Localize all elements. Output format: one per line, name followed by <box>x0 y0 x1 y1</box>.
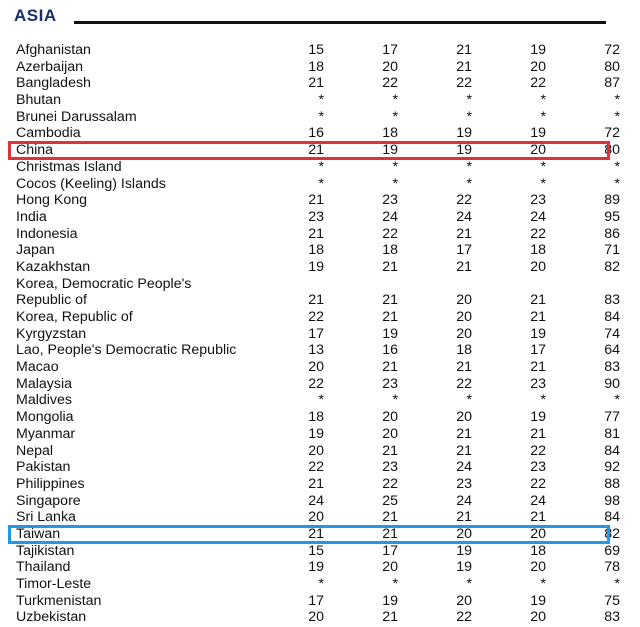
score-cell: 19 <box>530 325 546 342</box>
score-cell: * <box>466 108 472 125</box>
score-cell: 17 <box>308 592 324 609</box>
country-name: Tajikistan <box>16 542 75 559</box>
score-cell: 90 <box>604 375 620 392</box>
country-name: Turkmenistan <box>16 592 102 609</box>
score-cell: 18 <box>308 409 324 426</box>
table-row <box>16 108 620 126</box>
table-row <box>16 92 620 109</box>
score-cell: 13 <box>308 342 324 359</box>
score-cell: 18 <box>308 58 324 75</box>
score-cell: * <box>614 108 620 125</box>
country-name: Brunei Darussalam <box>16 108 137 125</box>
score-cell: 95 <box>604 208 620 225</box>
score-cell: 21 <box>530 309 546 325</box>
score-cell: 89 <box>604 192 620 209</box>
country-name: India <box>16 208 47 225</box>
country-name: China <box>16 142 54 159</box>
table-row <box>16 525 620 543</box>
table-row <box>16 258 620 276</box>
score-cell: 15 <box>308 42 324 58</box>
score-cell: 22 <box>530 225 546 242</box>
score-cell: 20 <box>382 425 398 442</box>
score-cell: 16 <box>382 342 398 359</box>
score-cell: 78 <box>604 559 620 576</box>
score-cell: 23 <box>382 192 398 209</box>
score-cell: * <box>614 392 620 409</box>
score-cell: 19 <box>308 559 324 576</box>
score-cell: 69 <box>604 542 620 559</box>
score-cell: 83 <box>604 609 620 626</box>
score-cell: * <box>318 92 324 109</box>
country-name: Philippines <box>16 475 85 492</box>
score-cell: 21 <box>308 225 324 242</box>
score-cell: 23 <box>382 375 398 392</box>
score-cell: * <box>540 392 546 409</box>
score-cell: 81 <box>604 425 620 442</box>
score-cell: 18 <box>382 125 398 142</box>
score-cell: 17 <box>382 42 398 58</box>
table-row <box>16 359 620 376</box>
score-cell: 20 <box>456 325 472 342</box>
country-name: Cocos (Keeling) Islands <box>16 175 166 192</box>
score-cell: 21 <box>456 42 472 58</box>
score-cell: 21 <box>308 192 324 209</box>
country-name: Nepal <box>16 442 54 459</box>
score-cell: 19 <box>456 542 472 559</box>
table-row <box>16 309 620 326</box>
table-row <box>16 475 620 493</box>
score-cell: 19 <box>456 142 472 159</box>
score-cell: 23 <box>382 459 398 476</box>
score-cell: 92 <box>604 459 620 476</box>
table-row <box>16 425 620 443</box>
score-cell: 19 <box>456 559 472 576</box>
score-cell: * <box>466 158 472 175</box>
score-cell: 17 <box>530 342 546 359</box>
score-cell: 21 <box>530 359 546 376</box>
score-cell: 20 <box>530 609 546 626</box>
score-cell: 20 <box>456 525 472 542</box>
score-cell: 19 <box>308 425 324 442</box>
score-cell: 17 <box>308 325 324 342</box>
score-cell: 22 <box>456 375 472 392</box>
score-cell: 64 <box>604 342 620 359</box>
table-row <box>16 58 620 76</box>
table-row <box>16 442 620 460</box>
score-cell: 21 <box>382 509 398 526</box>
score-cell: 21 <box>382 442 398 459</box>
score-cell: 21 <box>382 292 398 309</box>
region-title: ASIA <box>14 6 57 25</box>
score-cell: * <box>466 175 472 192</box>
score-cell: 22 <box>382 75 398 92</box>
score-cell: 75 <box>604 592 620 609</box>
country-name: Hong Kong <box>16 192 87 209</box>
score-cell: * <box>318 576 324 592</box>
score-cell: * <box>540 92 546 109</box>
score-cell: 21 <box>308 292 324 309</box>
score-cell: 22 <box>456 609 472 626</box>
score-cell: 72 <box>604 42 620 58</box>
score-cell: 23 <box>530 192 546 209</box>
table-row <box>16 375 620 393</box>
score-cell: 22 <box>308 309 324 325</box>
score-cell: 84 <box>604 509 620 526</box>
table-row <box>16 325 620 343</box>
score-cell: 83 <box>604 359 620 376</box>
score-cell: 18 <box>530 242 546 259</box>
score-cell: 82 <box>604 525 620 542</box>
score-cell: 20 <box>382 58 398 75</box>
country-name: Bangladesh <box>16 75 91 92</box>
score-cell: 17 <box>382 542 398 559</box>
country-name: Maldives <box>16 392 72 409</box>
country-name: Sri Lanka <box>16 509 76 526</box>
score-cell: * <box>466 92 472 109</box>
score-cell: 22 <box>382 225 398 242</box>
table-row <box>16 208 620 226</box>
country-name: Japan <box>16 242 55 259</box>
score-cell: 19 <box>382 325 398 342</box>
score-cell: 82 <box>604 258 620 275</box>
table-row <box>16 192 620 209</box>
score-cell: 20 <box>456 592 472 609</box>
score-cell: 18 <box>382 242 398 259</box>
score-cell: 16 <box>308 125 324 142</box>
score-cell: * <box>392 392 398 409</box>
score-cell: 21 <box>382 258 398 275</box>
score-cell: * <box>392 92 398 109</box>
score-cell: 21 <box>308 142 324 159</box>
score-cell: 20 <box>456 292 472 309</box>
score-cell: 17 <box>456 242 472 259</box>
country-name: Mongolia <box>16 409 74 426</box>
score-cell: * <box>614 158 620 175</box>
score-cell: * <box>614 92 620 109</box>
score-cell: 20 <box>308 359 324 376</box>
country-name: Kazakhstan <box>16 258 91 275</box>
score-cell: 83 <box>604 292 620 309</box>
score-cell: * <box>318 175 324 192</box>
score-cell: 80 <box>604 58 620 75</box>
table-row <box>16 142 620 159</box>
table-row <box>16 175 620 193</box>
score-cell: 21 <box>456 425 472 442</box>
score-cell: 18 <box>530 542 546 559</box>
score-cell: * <box>540 158 546 175</box>
score-cell: 19 <box>456 125 472 142</box>
country-name: Afghanistan <box>16 42 91 58</box>
score-cell: 21 <box>530 292 546 309</box>
score-cell: 20 <box>456 309 472 325</box>
country-name: Singapore <box>16 492 81 509</box>
score-cell: 21 <box>308 525 324 542</box>
score-cell: 24 <box>308 492 324 509</box>
score-cell: 20 <box>456 409 472 426</box>
score-cell: * <box>318 108 324 125</box>
score-table <box>16 42 620 626</box>
score-cell: 19 <box>382 592 398 609</box>
table-row <box>16 342 620 359</box>
score-cell: * <box>466 576 472 592</box>
score-cell: 98 <box>604 492 620 509</box>
score-cell: 21 <box>456 442 472 459</box>
score-cell: * <box>540 576 546 592</box>
score-cell: 20 <box>382 409 398 426</box>
score-cell: 25 <box>382 492 398 509</box>
score-cell: * <box>540 175 546 192</box>
score-cell: 19 <box>530 592 546 609</box>
score-cell: * <box>614 576 620 592</box>
score-cell: * <box>392 175 398 192</box>
score-cell: 20 <box>530 559 546 576</box>
title-rule <box>74 21 606 24</box>
table-row <box>16 592 620 610</box>
table-row <box>16 409 620 426</box>
score-cell: 77 <box>604 409 620 426</box>
country-name: Republic of <box>16 292 87 309</box>
country-name: Azerbaijan <box>16 58 84 75</box>
score-cell: * <box>318 158 324 175</box>
country-name: Thailand <box>16 559 71 576</box>
country-name: Korea, Democratic People's <box>16 275 192 292</box>
score-cell: 23 <box>530 459 546 476</box>
table-row <box>16 158 620 176</box>
score-cell: 23 <box>530 375 546 392</box>
score-cell: 19 <box>530 409 546 426</box>
score-cell: 19 <box>530 42 546 58</box>
table-row <box>16 42 620 59</box>
score-cell: 22 <box>456 192 472 209</box>
table-row <box>16 125 620 142</box>
country-name: Cambodia <box>16 125 81 142</box>
score-cell: 23 <box>456 475 472 492</box>
score-cell: 15 <box>308 542 324 559</box>
score-cell: 20 <box>530 142 546 159</box>
score-cell: 21 <box>456 509 472 526</box>
score-cell: * <box>466 392 472 409</box>
score-cell: 22 <box>382 475 398 492</box>
score-cell: 20 <box>308 442 324 459</box>
table-row <box>16 559 620 576</box>
score-cell: 21 <box>456 258 472 275</box>
score-cell: 24 <box>456 208 472 225</box>
score-cell: 20 <box>308 609 324 626</box>
score-cell: 24 <box>456 492 472 509</box>
score-cell: 21 <box>456 58 472 75</box>
score-cell: 80 <box>604 142 620 159</box>
table-row <box>16 492 620 510</box>
score-cell: 84 <box>604 442 620 459</box>
score-cell: 21 <box>308 475 324 492</box>
score-cell: 21 <box>456 359 472 376</box>
score-cell: 22 <box>456 75 472 92</box>
score-cell: 21 <box>530 509 546 526</box>
country-name: Bhutan <box>16 92 61 109</box>
score-cell: 22 <box>530 442 546 459</box>
score-cell: 21 <box>382 309 398 325</box>
country-name: Timor-Leste <box>16 576 92 592</box>
score-cell: 19 <box>530 125 546 142</box>
score-cell: * <box>392 108 398 125</box>
table-row <box>16 225 620 243</box>
score-cell: 22 <box>308 459 324 476</box>
table-row <box>16 542 620 560</box>
country-name: Indonesia <box>16 225 78 242</box>
score-cell: 19 <box>308 258 324 275</box>
score-cell: 21 <box>382 525 398 542</box>
table-row <box>16 509 620 526</box>
score-cell: 86 <box>604 225 620 242</box>
table-row <box>16 609 620 626</box>
score-cell: 87 <box>604 75 620 92</box>
region-header <box>14 6 606 28</box>
country-name: Malaysia <box>16 375 72 392</box>
country-name: Taiwan <box>16 525 61 542</box>
score-cell: * <box>392 576 398 592</box>
score-cell: * <box>614 175 620 192</box>
score-cell: 20 <box>382 559 398 576</box>
country-name: Uzbekistan <box>16 609 87 626</box>
score-cell: 24 <box>530 492 546 509</box>
table-row <box>16 576 620 593</box>
country-name: Macao <box>16 359 59 376</box>
table-row <box>16 276 606 293</box>
score-cell: 20 <box>308 509 324 526</box>
score-cell: 21 <box>382 609 398 626</box>
score-cell: 74 <box>604 325 620 342</box>
score-cell: 84 <box>604 309 620 325</box>
score-cell: 71 <box>604 242 620 259</box>
score-cell: 22 <box>530 75 546 92</box>
score-cell: 21 <box>530 425 546 442</box>
score-cell: 24 <box>382 208 398 225</box>
score-cell: 24 <box>456 459 472 476</box>
table-row <box>16 459 620 476</box>
table-row <box>16 392 620 409</box>
score-cell: 72 <box>604 125 620 142</box>
country-name: Myanmar <box>16 425 76 442</box>
country-name: Korea, Republic of <box>16 309 133 325</box>
score-cell: 22 <box>308 375 324 392</box>
score-cell: 22 <box>530 475 546 492</box>
country-name: Christmas Island <box>16 158 122 175</box>
score-cell: * <box>540 108 546 125</box>
country-name: Pakistan <box>16 459 71 476</box>
score-cell: 88 <box>604 475 620 492</box>
score-cell: 20 <box>530 58 546 75</box>
table-row <box>16 292 620 309</box>
country-name: Kyrgyzstan <box>16 325 87 342</box>
score-cell: 21 <box>308 75 324 92</box>
score-cell: 20 <box>530 258 546 275</box>
table-row <box>16 242 620 259</box>
score-cell: 18 <box>308 242 324 259</box>
score-cell: 21 <box>456 225 472 242</box>
score-cell: 20 <box>530 525 546 542</box>
table-row <box>16 75 620 92</box>
score-cell: 21 <box>382 359 398 376</box>
score-cell: 18 <box>456 342 472 359</box>
country-name: Lao, People's Democratic Republic <box>16 342 237 359</box>
score-cell: 24 <box>530 208 546 225</box>
score-cell: 19 <box>382 142 398 159</box>
score-cell: * <box>318 392 324 409</box>
score-cell: * <box>392 158 398 175</box>
score-cell: 23 <box>308 208 324 225</box>
